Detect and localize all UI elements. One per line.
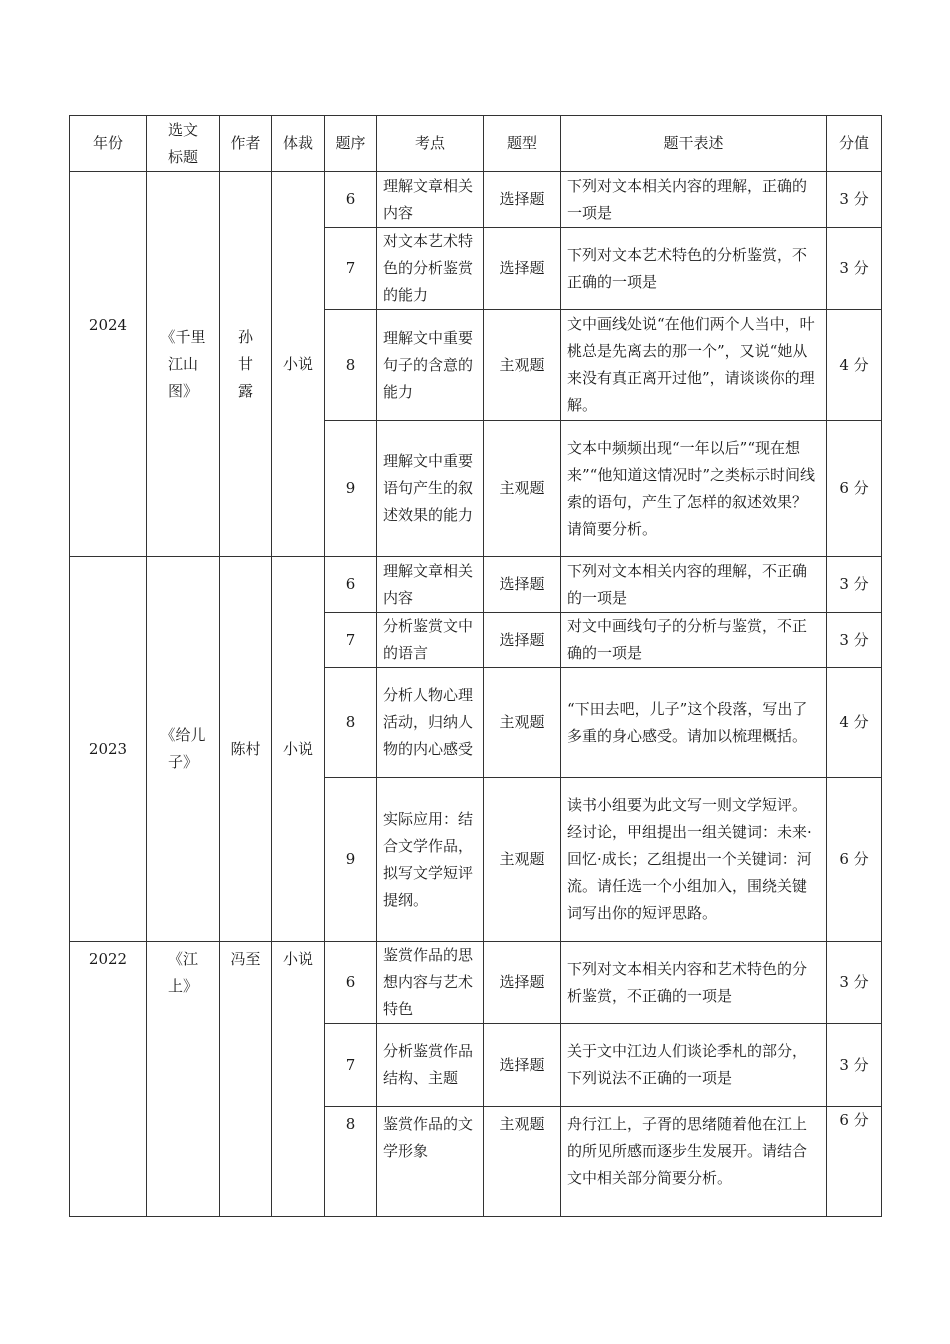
table-row xyxy=(70,557,882,613)
author-cell: 陈村 xyxy=(220,557,272,942)
question-stem: 下列对文本相关内容的理解，正确的一项是 xyxy=(561,172,827,228)
question-number: 7 xyxy=(325,228,377,310)
score: 6 分 xyxy=(827,421,882,557)
table-row xyxy=(70,172,882,228)
question-number: 6 xyxy=(325,172,377,228)
genre-cell: 小说 xyxy=(272,942,325,1217)
score: 3 分 xyxy=(827,613,882,668)
header-title xyxy=(147,116,220,172)
title-line: 《千里 xyxy=(160,327,206,346)
question-type: 主观题 xyxy=(484,310,561,421)
header-number: 题序 xyxy=(325,116,377,172)
author-line: 孙 xyxy=(237,327,253,346)
question-number: 8 xyxy=(325,310,377,421)
question-type: 选择题 xyxy=(484,172,561,228)
question-number: 8 xyxy=(325,668,377,778)
table-row xyxy=(70,942,882,1024)
question-number: 9 xyxy=(325,421,377,557)
exam-point: 理解文章相关内容 xyxy=(377,557,484,613)
exam-analysis-table xyxy=(69,115,882,1217)
exam-point: 理解文章相关内容 xyxy=(377,172,484,228)
header-stem: 题干表述 xyxy=(561,116,827,172)
score: 6 分 xyxy=(827,1107,882,1217)
score: 6 分 xyxy=(827,778,882,942)
title-line: 《江 xyxy=(167,950,198,968)
question-stem: 下列对文本相关内容的理解，不正确的一项是 xyxy=(561,557,827,613)
exam-point: 鉴赏作品的思想内容与艺术特色 xyxy=(377,942,484,1024)
exam-point: 对文本艺术特色的分析鉴赏的能力 xyxy=(377,228,484,310)
question-number: 7 xyxy=(325,1024,377,1107)
question-stem: “下田去吧，儿子”这个段落，写出了多重的身心感受。请加以梳理概括。 xyxy=(561,668,827,778)
score: 4 分 xyxy=(827,310,882,421)
question-stem: 读书小组要为此文写一则文学短评。经讨论，甲组提出一组关键词：未来·回忆·成长；乙组提出一个关键词：河流。请任选一个小组加入，围绕关键词写出你的短评思路。 xyxy=(561,778,827,942)
score: 4 分 xyxy=(827,668,882,778)
question-stem: 下列对文本相关内容和艺术特色的分析鉴赏，不正确的一项是 xyxy=(561,942,827,1024)
title-line: 江山 xyxy=(167,354,198,373)
question-type: 主观题 xyxy=(484,668,561,778)
author-line: 甘 xyxy=(237,354,253,373)
exam-point: 鉴赏作品的文学形象 xyxy=(377,1107,484,1217)
question-number: 6 xyxy=(325,557,377,613)
score: 3 分 xyxy=(827,1024,882,1107)
question-number: 6 xyxy=(325,942,377,1024)
exam-point: 分析人物心理活动，归纳人物的内心感受 xyxy=(377,668,484,778)
question-type: 选择题 xyxy=(484,613,561,668)
header-genre: 体裁 xyxy=(272,116,325,172)
question-type: 主观题 xyxy=(484,1107,561,1217)
header-year: 年份 xyxy=(70,116,147,172)
question-stem: 文本中频频出现“一年以后”“现在想来”“他知道这情况时”之类标示时间线索的语句，产生了怎样的叙述效果？请简要分析。 xyxy=(561,421,827,557)
question-type: 主观题 xyxy=(484,778,561,942)
score: 3 分 xyxy=(827,228,882,310)
question-number: 9 xyxy=(325,778,377,942)
exam-point: 理解文中重要句子的含意的能力 xyxy=(377,310,484,421)
author-cell: 冯至 xyxy=(220,942,272,1217)
question-stem: 文中画线处说“在他们两个人当中，叶桃总是先离去的那一个”，又说“她从来没有真正离开过他”，请谈谈你的理解。 xyxy=(561,310,827,421)
title-line: 图》 xyxy=(167,381,198,400)
question-stem: 对文中画线句子的分析与鉴赏，不正确的一项是 xyxy=(561,613,827,668)
question-number: 8 xyxy=(325,1107,377,1217)
question-type: 选择题 xyxy=(484,228,561,310)
author-cell xyxy=(220,172,272,557)
score: 3 分 xyxy=(827,942,882,1024)
header-type: 题型 xyxy=(484,116,561,172)
genre-cell: 小说 xyxy=(272,172,325,557)
title-line: 上》 xyxy=(167,977,198,995)
exam-point: 分析鉴赏作品结构、主题 xyxy=(377,1024,484,1107)
year-cell: 2023 xyxy=(70,557,147,942)
score: 3 分 xyxy=(827,557,882,613)
header-score: 分值 xyxy=(827,116,882,172)
title-cell xyxy=(147,942,220,1217)
question-stem: 下列对文本艺术特色的分析鉴赏，不正确的一项是 xyxy=(561,228,827,310)
year-cell: 2024 xyxy=(70,172,147,557)
header-point: 考点 xyxy=(377,116,484,172)
header-author: 作者 xyxy=(220,116,272,172)
question-type: 选择题 xyxy=(484,942,561,1024)
header-title-line-2: 标题 xyxy=(167,147,198,166)
question-type: 主观题 xyxy=(484,421,561,557)
header-row xyxy=(70,116,882,172)
question-stem: 舟行江上，子胥的思绪随着他在江上的所见所感而逐步生发展开。请结合文中相关部分简要分析。 xyxy=(561,1107,827,1217)
exam-point: 理解文中重要语句产生的叙述效果的能力 xyxy=(377,421,484,557)
question-type: 选择题 xyxy=(484,1024,561,1107)
title-line: 《给儿 xyxy=(160,726,206,744)
author-line: 露 xyxy=(237,381,253,400)
year-cell: 2022 xyxy=(70,942,147,1217)
question-stem: 关于文中江边人们谈论季札的部分，下列说法不正确的一项是 xyxy=(561,1024,827,1107)
title-cell xyxy=(147,172,220,557)
title-line: 子》 xyxy=(167,753,198,771)
genre-cell: 小说 xyxy=(272,557,325,942)
header-title-line-1: 选文 xyxy=(167,120,198,139)
exam-point: 分析鉴赏文中的语言 xyxy=(377,613,484,668)
score: 3 分 xyxy=(827,172,882,228)
title-cell xyxy=(147,557,220,942)
question-type: 选择题 xyxy=(484,557,561,613)
exam-point: 实际应用：结合文学作品，拟写文学短评提纲。 xyxy=(377,778,484,942)
question-number: 7 xyxy=(325,613,377,668)
